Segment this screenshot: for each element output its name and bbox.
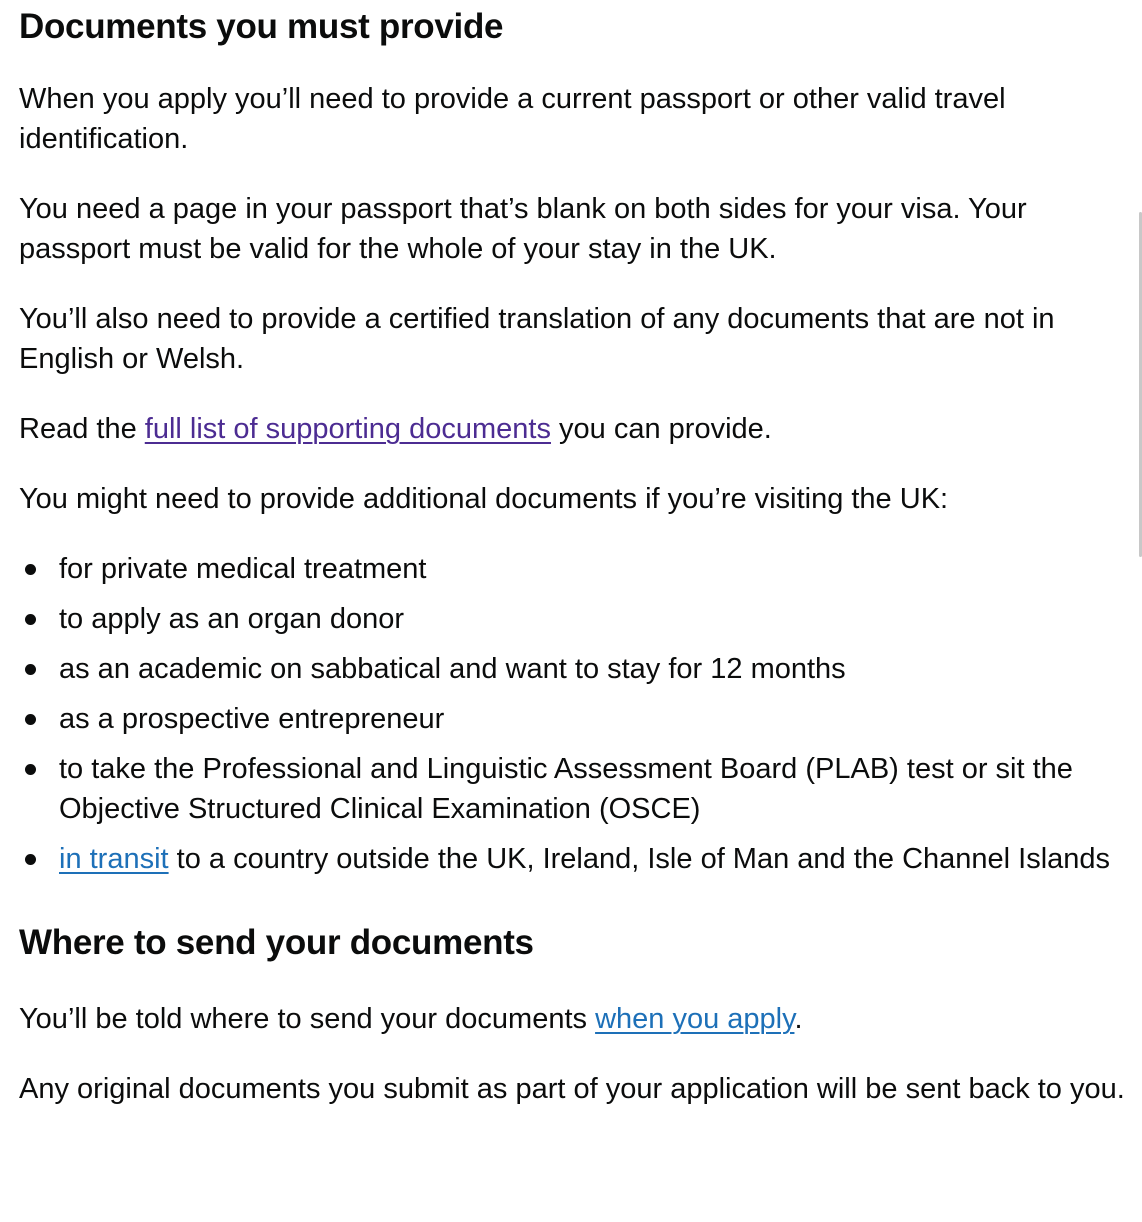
paragraph-supporting-docs <box>19 409 1131 449</box>
paragraph-where-to-send <box>19 999 1131 1039</box>
list-item-text: to take the Professional and Linguistic Assessment Board (PLAB) test or sit the Objective Structured Clinical Examination (OSCE) <box>59 753 1073 825</box>
list-item <box>19 599 1131 639</box>
full-list-of-supporting-documents-link[interactable]: full list of supporting documents <box>144 413 551 445</box>
bullet-icon <box>25 664 36 675</box>
bullet-icon <box>25 714 36 725</box>
bullet-icon <box>25 614 36 625</box>
paragraph-originals-returned: Any original documents you submit as part of your application will be sent back to you. <box>19 1073 1125 1105</box>
paragraph-text: . <box>794 1003 803 1035</box>
in-transit-link[interactable]: in transit <box>59 843 169 875</box>
list-item-text: as an academic on sabbatical and want to stay for 12 months <box>59 653 846 685</box>
list-item-text: to apply as an organ donor <box>59 603 405 635</box>
paragraph-additional-documents: You might need to provide additional documents if you’re visiting the UK: <box>19 483 949 515</box>
paragraph-passport-requirement: When you apply you’ll need to provide a current passport or other valid travel identification. <box>19 83 1006 155</box>
list-item <box>19 749 1131 829</box>
list-item <box>19 699 1131 739</box>
paragraph-blank-page: You need a page in your passport that’s blank on both sides for your visa. Your passport must be valid for the whole of your stay in the UK. <box>19 193 1027 265</box>
additional-documents-list <box>19 549 1131 879</box>
heading-documents-you-must-provide: Documents you must provide <box>19 7 504 46</box>
list-item <box>19 649 1131 689</box>
paragraph-text: you can provide. <box>550 413 772 445</box>
list-item <box>19 839 1131 879</box>
when-you-apply-link[interactable]: when you apply <box>595 1003 795 1035</box>
bullet-icon <box>25 764 36 775</box>
list-item-text: as a prospective entrepreneur <box>59 703 445 735</box>
list-item <box>19 549 1131 589</box>
list-item-text: for private medical treatment <box>59 553 427 585</box>
paragraph-text: Read the <box>19 413 145 445</box>
list-item-text: to a country outside the UK, Ireland, Isle of Man and the Channel Islands <box>168 843 1111 875</box>
paragraph-translation: You’ll also need to provide a certified translation of any documents that are not in English or Welsh. <box>19 303 1055 375</box>
heading-where-to-send-documents: Where to send your documents <box>19 923 534 962</box>
bullet-icon <box>25 854 36 865</box>
paragraph-text: You’ll be told where to send your documents <box>19 1003 596 1035</box>
bullet-icon <box>25 564 36 575</box>
main-content <box>19 0 1131 1109</box>
